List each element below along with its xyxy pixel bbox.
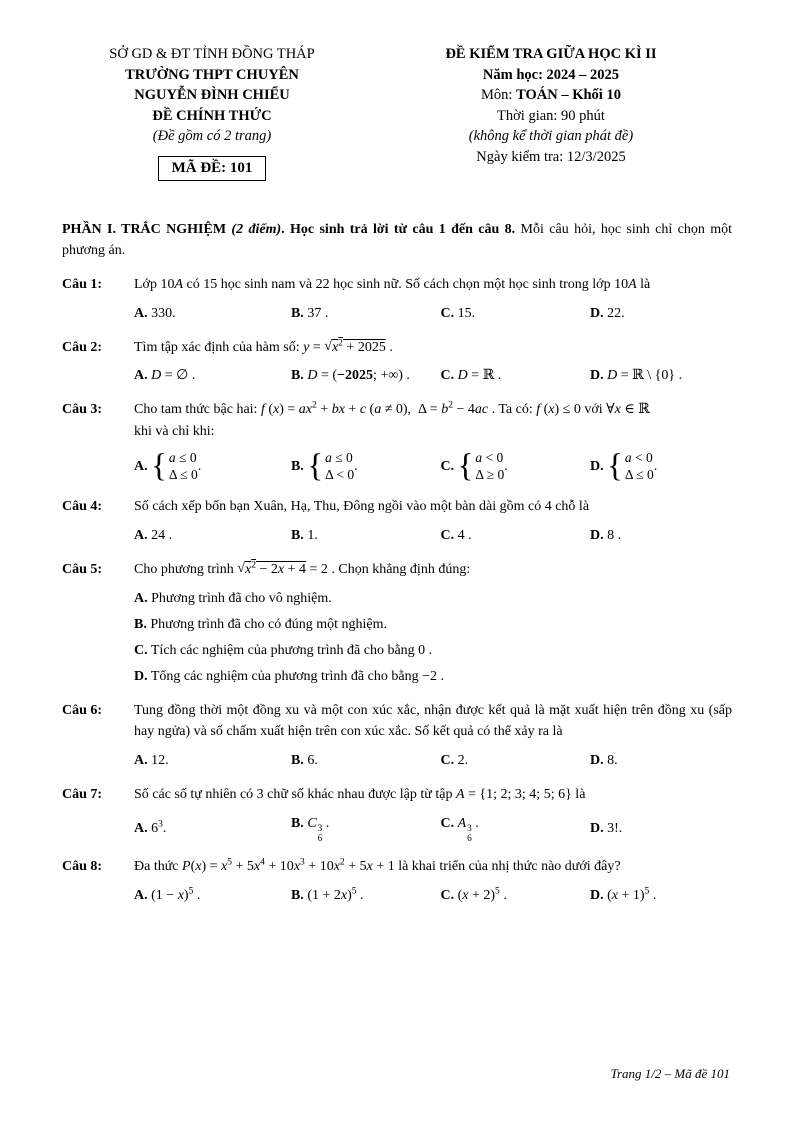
question-body <box>134 784 732 843</box>
option-label: A. <box>134 528 148 544</box>
answer-option <box>134 666 732 687</box>
question-body <box>134 337 732 387</box>
option-label: A. <box>134 820 148 836</box>
exam-code-box <box>158 156 267 181</box>
answer-option <box>134 365 291 386</box>
option-label: B. <box>290 815 304 831</box>
option-text: 330. <box>151 305 176 321</box>
option-label: C. <box>440 368 455 384</box>
answer-option <box>590 750 732 771</box>
question-label: Câu 2: <box>62 339 103 355</box>
option-text: Tích các nghiệm của phương trình đã cho bằng 0 . <box>150 642 433 658</box>
option-text: 4 . <box>457 528 472 544</box>
option-label: C. <box>440 305 455 321</box>
option-text: A 3 6 . <box>457 815 479 843</box>
header-line: NGUYỄN ĐÌNH CHIỂU <box>134 87 290 104</box>
option-text: $(x + 2)^5$ . <box>457 886 507 904</box>
answer-option <box>134 450 291 484</box>
option-text: D = ℝ . <box>457 368 502 384</box>
option-text: 8 . <box>607 528 622 544</box>
option-text: { a < 0 Δ ≥ 0 . <box>457 448 508 485</box>
question-text: Cho phương trình $√x^2 - 2x + 4 = 2$ . Chọn khẳng định đúng: <box>134 560 471 578</box>
option-text: $(x + 1)^5$ . <box>607 886 657 904</box>
option-label: D. <box>589 820 604 836</box>
question-label: Câu 4: <box>62 499 103 515</box>
option-label: A. <box>134 590 148 606</box>
option-label: B. <box>290 368 304 384</box>
answer-option <box>134 818 291 839</box>
answer-option <box>291 750 441 771</box>
answer-option <box>134 525 291 546</box>
school-block <box>62 44 362 181</box>
answer-option <box>291 885 441 906</box>
question <box>62 784 732 843</box>
question-options <box>134 750 732 771</box>
header-line: ĐỀ CHÍNH THỨC <box>152 107 272 124</box>
answer-option <box>440 303 590 324</box>
question <box>62 337 732 387</box>
exam-info-block <box>370 44 732 181</box>
question-label: Câu 1: <box>62 276 103 292</box>
option-label: C. <box>440 888 455 904</box>
question <box>62 700 732 771</box>
option-text: Phương trình đã cho vô nghiệm. <box>151 590 332 606</box>
question-label: Câu 6: <box>62 702 103 718</box>
question <box>62 496 732 546</box>
question-options <box>134 885 732 906</box>
exam-info-lines <box>370 44 732 167</box>
option-text: Tổng các nghiệm của phương trình đã cho bằng −2 . <box>150 668 444 684</box>
option-text: $(1 - x)^5$ . <box>151 886 201 904</box>
section-intro: PHẦN I. TRẮC NGHIỆM (2 điểm). Học sinh trả lời từ câu 1 đến câu 8. Mỗi câu hỏi, học sinh chỉ chọn một phương án. <box>62 221 732 258</box>
question-options <box>134 525 732 546</box>
option-label: C. <box>440 753 455 769</box>
answer-option <box>291 450 441 484</box>
question <box>62 559 732 687</box>
question <box>62 399 732 483</box>
questions <box>62 274 732 906</box>
option-text: D = (−2025; +∞) . <box>307 368 410 384</box>
option-label: C. <box>440 528 455 544</box>
option-label: C. <box>440 458 455 474</box>
option-text: { a < 0 Δ ≤ 0 . <box>607 448 658 485</box>
option-text: 22. <box>607 305 625 321</box>
answer-option <box>134 750 291 771</box>
option-label: B. <box>290 528 304 544</box>
question-body <box>134 700 732 771</box>
header-line: Năm học: 2024 – 2025 <box>482 66 620 83</box>
option-text: 12. <box>151 753 169 769</box>
question-options <box>134 450 732 484</box>
question-options <box>134 813 732 844</box>
option-text: { a ≤ 0 Δ ≤ 0 . <box>151 448 202 485</box>
option-label: A. <box>134 753 148 769</box>
answer-option <box>590 525 732 546</box>
answer-option <box>590 365 732 386</box>
question-text: Đa thức $P(x) = x^5 + 5x^4 + 10x^3 + 10x^2 + 5x + 1$ là khai triển của nhị thức nào dưới đây? <box>134 857 621 875</box>
answer-option <box>440 813 590 844</box>
option-label: D. <box>589 753 604 769</box>
option-label: A. <box>134 888 148 904</box>
page-footer: Trang 1/2 – Mã đề 101 <box>610 1066 730 1081</box>
option-label: B. <box>290 458 304 474</box>
answer-option <box>590 818 732 839</box>
option-label: B. <box>290 753 304 769</box>
option-text: 24 . <box>151 528 173 544</box>
answer-option <box>590 450 732 484</box>
answer-option <box>134 885 291 906</box>
answer-option <box>440 525 590 546</box>
option-label: A. <box>134 458 148 474</box>
header-line: (không kể thời gian phát đề) <box>468 128 634 145</box>
question-text: Cho tam thức bậc hai: f $(x) = ax^2$ + bx + c (a ≠ 0), $\Delta = b^2 - 4ac$ . Ta có: f (x) ≤ 0 với ∀x ∈ ℝ khi và chỉ khi: <box>134 400 650 439</box>
answer-option <box>440 750 590 771</box>
option-label: D. <box>589 528 604 544</box>
answer-option <box>134 588 732 609</box>
question-body <box>134 274 732 324</box>
option-label: D. <box>589 888 604 904</box>
option-text: 15. <box>457 305 476 321</box>
question-text: Tìm tập xác định của hàm số: $y = √x^2 + 2025$ . <box>134 337 393 355</box>
question-label: Câu 8: <box>62 859 103 875</box>
option-text: Phương trình đã cho có đúng một nghiệm. <box>150 616 387 632</box>
header-line: Môn: TOÁN – Khối 10 <box>481 87 621 104</box>
answer-option <box>590 303 732 324</box>
question-text: Lớp 10A có 15 học sinh nam và 22 học sinh nữ. Số cách chọn một học sinh trong lớp 10A là <box>134 276 651 292</box>
option-label: D. <box>589 305 604 321</box>
question-text: Tung đồng thời một đồng xu và một con xúc xắc, nhận được kết quả là mặt xuất hiện trên đồng xu (sấp hay ngửa) và số chấm xuất hiện trên con xúc xắc. Số kết quả có thể xảy ra là <box>134 702 732 740</box>
answer-option <box>291 365 441 386</box>
option-text: 2. <box>457 753 469 769</box>
school-lines <box>62 44 362 147</box>
header-line: SỞ GD & ĐT TỈNH ĐỒNG THÁP <box>109 46 315 62</box>
question-text: Số các số tự nhiên có 3 chữ số khác nhau được lập từ tập A = {1; 2; 3; 4; 5; 6} là <box>134 787 586 803</box>
option-text: 37 . <box>307 305 329 321</box>
option-text: D = ℝ \ {0} . <box>607 368 683 384</box>
answer-option <box>134 640 732 661</box>
option-text: { a ≤ 0 Δ < 0 . <box>307 448 358 485</box>
question <box>62 274 732 324</box>
option-label: D. <box>589 458 604 474</box>
option-text: 3!. <box>607 820 623 836</box>
question-text: Số cách xếp bốn bạn Xuân, Hạ, Thu, Đông ngồi vào một bàn dài gồm có 4 chỗ là <box>134 499 590 515</box>
answer-option <box>291 813 441 844</box>
header-line: TRƯỜNG THPT CHUYÊN <box>125 66 299 83</box>
answer-option <box>291 303 441 324</box>
header-line: ĐỀ KIỂM TRA GIỮA HỌC KÌ II <box>445 46 657 62</box>
option-text: 6. <box>307 753 318 769</box>
option-text: 8. <box>607 753 618 769</box>
option-label: B. <box>290 888 304 904</box>
answer-option <box>291 525 441 546</box>
option-text: D = ∅ . <box>151 368 196 384</box>
question-label: Câu 7: <box>62 787 103 803</box>
answer-option <box>134 614 732 635</box>
header-line: Thời gian: 90 phút <box>497 107 605 124</box>
option-label: A. <box>134 368 148 384</box>
question-body <box>134 399 732 483</box>
option-text: 1. <box>307 528 318 544</box>
option-label: C. <box>440 815 455 831</box>
exam-header <box>62 44 732 181</box>
question-body <box>134 496 732 546</box>
answer-option <box>440 365 590 386</box>
option-label: D. <box>589 368 604 384</box>
option-label: B. <box>134 616 147 632</box>
option-label: C. <box>134 642 148 658</box>
answer-option <box>590 885 732 906</box>
answer-option <box>440 450 590 484</box>
option-text: $(1 + 2x)^5$ . <box>307 886 364 904</box>
option-label: A. <box>134 305 148 321</box>
header-line: Ngày kiểm tra: 12/3/2025 <box>476 148 626 165</box>
question-label: Câu 3: <box>62 402 103 418</box>
option-label: B. <box>290 305 304 321</box>
question-options <box>134 365 732 386</box>
answer-option <box>440 885 590 906</box>
option-text: $6^3$. <box>151 818 167 836</box>
header-line: (Đề gồm có 2 trang) <box>152 128 272 145</box>
question-options <box>134 588 732 687</box>
option-label: D. <box>134 668 148 684</box>
question <box>62 856 732 906</box>
exam-code: MÃ ĐỀ: 101 <box>171 159 253 176</box>
option-text: C 3 6 . <box>307 815 330 843</box>
question-options <box>134 303 732 324</box>
question-body <box>134 559 732 687</box>
answer-option <box>134 303 291 324</box>
question-label: Câu 5: <box>62 562 103 578</box>
question-body <box>134 856 732 906</box>
